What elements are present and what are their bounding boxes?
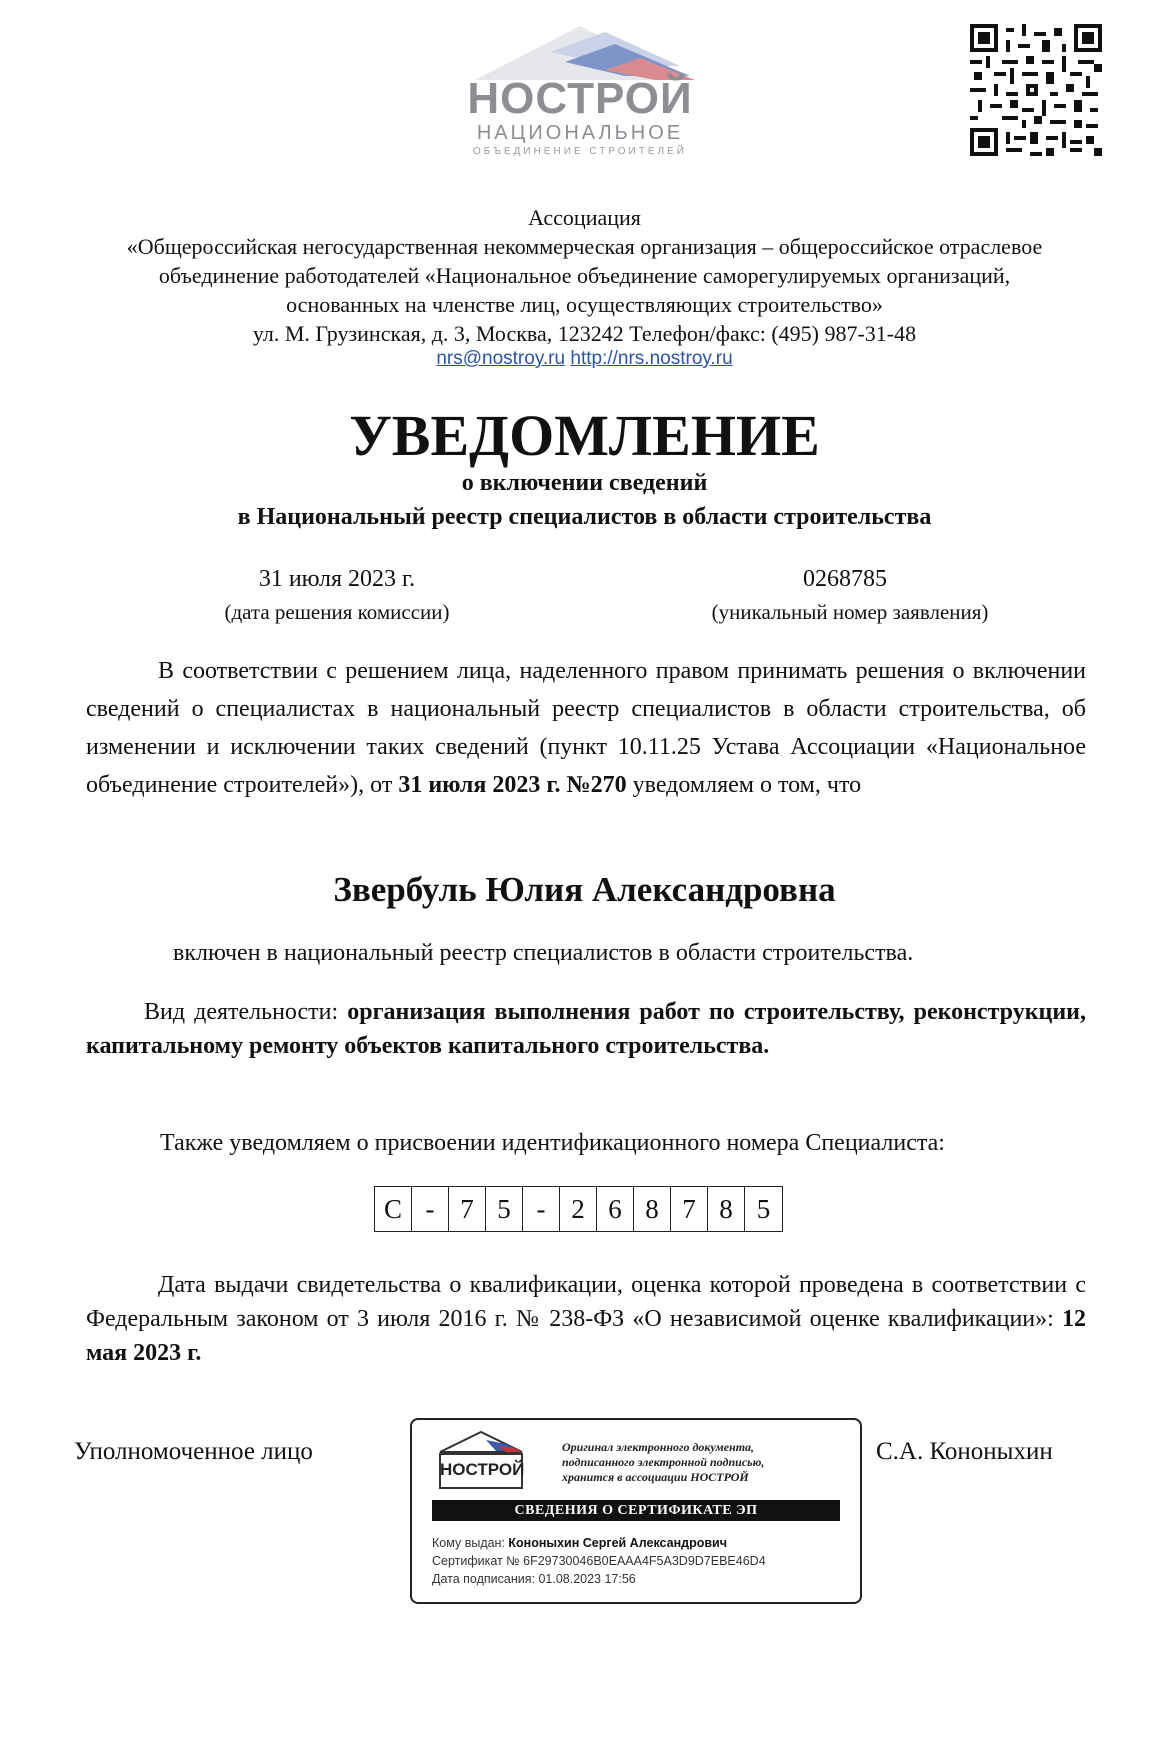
stamp-logo-text: НОСТРОЙ	[440, 1460, 525, 1479]
logo-subtitle-2: ОБЪЕДИНЕНИЕ СТРОИТЕЛЕЙ	[473, 146, 687, 157]
activity-label: Вид деятельности:	[144, 999, 348, 1025]
id-char: 5	[756, 1193, 771, 1224]
included-statement: включен в национальный реестр специалистов в области строительства.	[173, 940, 914, 966]
intro-paragraph	[86, 652, 1086, 804]
id-char: 8	[634, 1187, 671, 1231]
stamp-logo	[436, 1430, 526, 1492]
contact-links	[0, 348, 1169, 370]
specialist-name: Звербуль Юлия Александровна	[333, 870, 836, 909]
intro-text: В соответствии с решением лица, наделенного правом принимать решения о включении сведений о специалистах в национальный реестр специалистов в области строительства, об изменении и исключении таких сведений (пункт 10.11.25 Устава Ассоциации «Национальное объединение строителей»), от	[86, 658, 1086, 798]
activity-value: организация выполнения работ по строительству, реконструкции, капитальному ремонту объектов капитального строительства.	[86, 999, 1087, 1059]
decision-date: 31 июля 2023 г.	[258, 566, 416, 592]
specialist-id	[374, 1186, 783, 1232]
id-char: С	[375, 1187, 412, 1231]
logo-roof-icon	[455, 22, 705, 82]
qualification-text: Дата выдачи свидетельства о квалификации, оценка которой проведена в соответствии с Федеральным законом от 3 июля 2016 г. № 238-ФЗ «О независимой оценке квалификации»:	[86, 1272, 1086, 1332]
id-char: 7	[671, 1187, 708, 1231]
id-char: 2	[560, 1187, 597, 1231]
stamp-note	[562, 1440, 852, 1485]
nostroy-logo	[455, 22, 705, 162]
org-name-line-1: «Общероссийская негосударственная некоммерческая организация – общероссийское отраслевое	[126, 234, 1043, 259]
id-char: 7	[449, 1187, 486, 1231]
authorized-person-label: Уполномоченное лицо	[74, 1438, 313, 1465]
logo-title: НОСТРОЙ	[467, 74, 693, 123]
document-title: УВЕДОМЛЕНИЕ	[349, 403, 820, 468]
id-char: -	[412, 1187, 449, 1231]
qualification-paragraph	[86, 1268, 1086, 1370]
activity-paragraph	[86, 995, 1086, 1063]
issued-to	[432, 1536, 727, 1550]
intro-tail: уведомляем о том, что	[626, 772, 862, 798]
issued-to-label: Кому выдан:	[432, 1536, 509, 1550]
org-name-line-3: основанных на членстве лиц, осуществляющих строительство»	[286, 292, 883, 317]
signing-date: Дата подписания: 01.08.2023 17:56	[432, 1572, 636, 1586]
certificate-header: СВЕДЕНИЯ О СЕРТИФИКАТЕ ЭП	[432, 1500, 840, 1521]
logo-subtitle: НАЦИОНАЛЬНОЕ	[476, 122, 684, 144]
stamp-note-line-2: подписанного электронной подписью,	[562, 1455, 765, 1469]
qr-code-icon	[970, 24, 1102, 156]
document-subtitle-2: в Национальный реестр специалистов в области строительства	[237, 504, 932, 530]
org-type: Ассоциация	[528, 205, 641, 230]
document-subtitle-1: о включении сведений	[461, 470, 708, 496]
certificate-number: Сертификат № 6F29730046B0EAAA4F5A3D9D7EBE46D4	[432, 1554, 766, 1568]
e-signature-stamp	[410, 1418, 862, 1604]
qualification-date: 12 мая 2023 г.	[86, 1306, 1086, 1366]
email-link[interactable]: nrs@nostroy.ru	[436, 348, 566, 369]
application-number-caption: (уникальный номер заявления)	[711, 600, 989, 624]
id-char: 6	[597, 1187, 634, 1231]
signer-name: С.А. Кононыхин	[876, 1438, 1053, 1465]
org-name-line-2: объединение работодателей «Национальное объединение саморегулируемых организаций,	[158, 263, 1011, 288]
website-link[interactable]: http://nrs.nostroy.ru	[570, 348, 733, 369]
id-char: 5	[486, 1187, 523, 1231]
decision-reference: 31 июля 2023 г. №270	[398, 772, 627, 798]
decision-date-caption: (дата решения комиссии)	[224, 600, 450, 624]
issued-to-value: Кононыхин Сергей Александрович	[508, 1536, 727, 1550]
id-char: 8	[708, 1187, 745, 1231]
id-intro: Также уведомляем о присвоении идентификационного номера Специалиста:	[160, 1130, 945, 1156]
id-char: -	[523, 1187, 560, 1231]
stamp-note-line-3: хранится в ассоциации НОСТРОЙ	[562, 1470, 749, 1484]
stamp-note-line-1: Оригинал электронного документа,	[562, 1440, 755, 1454]
application-number: 0268785	[803, 566, 887, 592]
org-address: ул. М. Грузинская, д. 3, Москва, 123242 Телефон/факс: (495) 987-31-48	[252, 321, 917, 346]
